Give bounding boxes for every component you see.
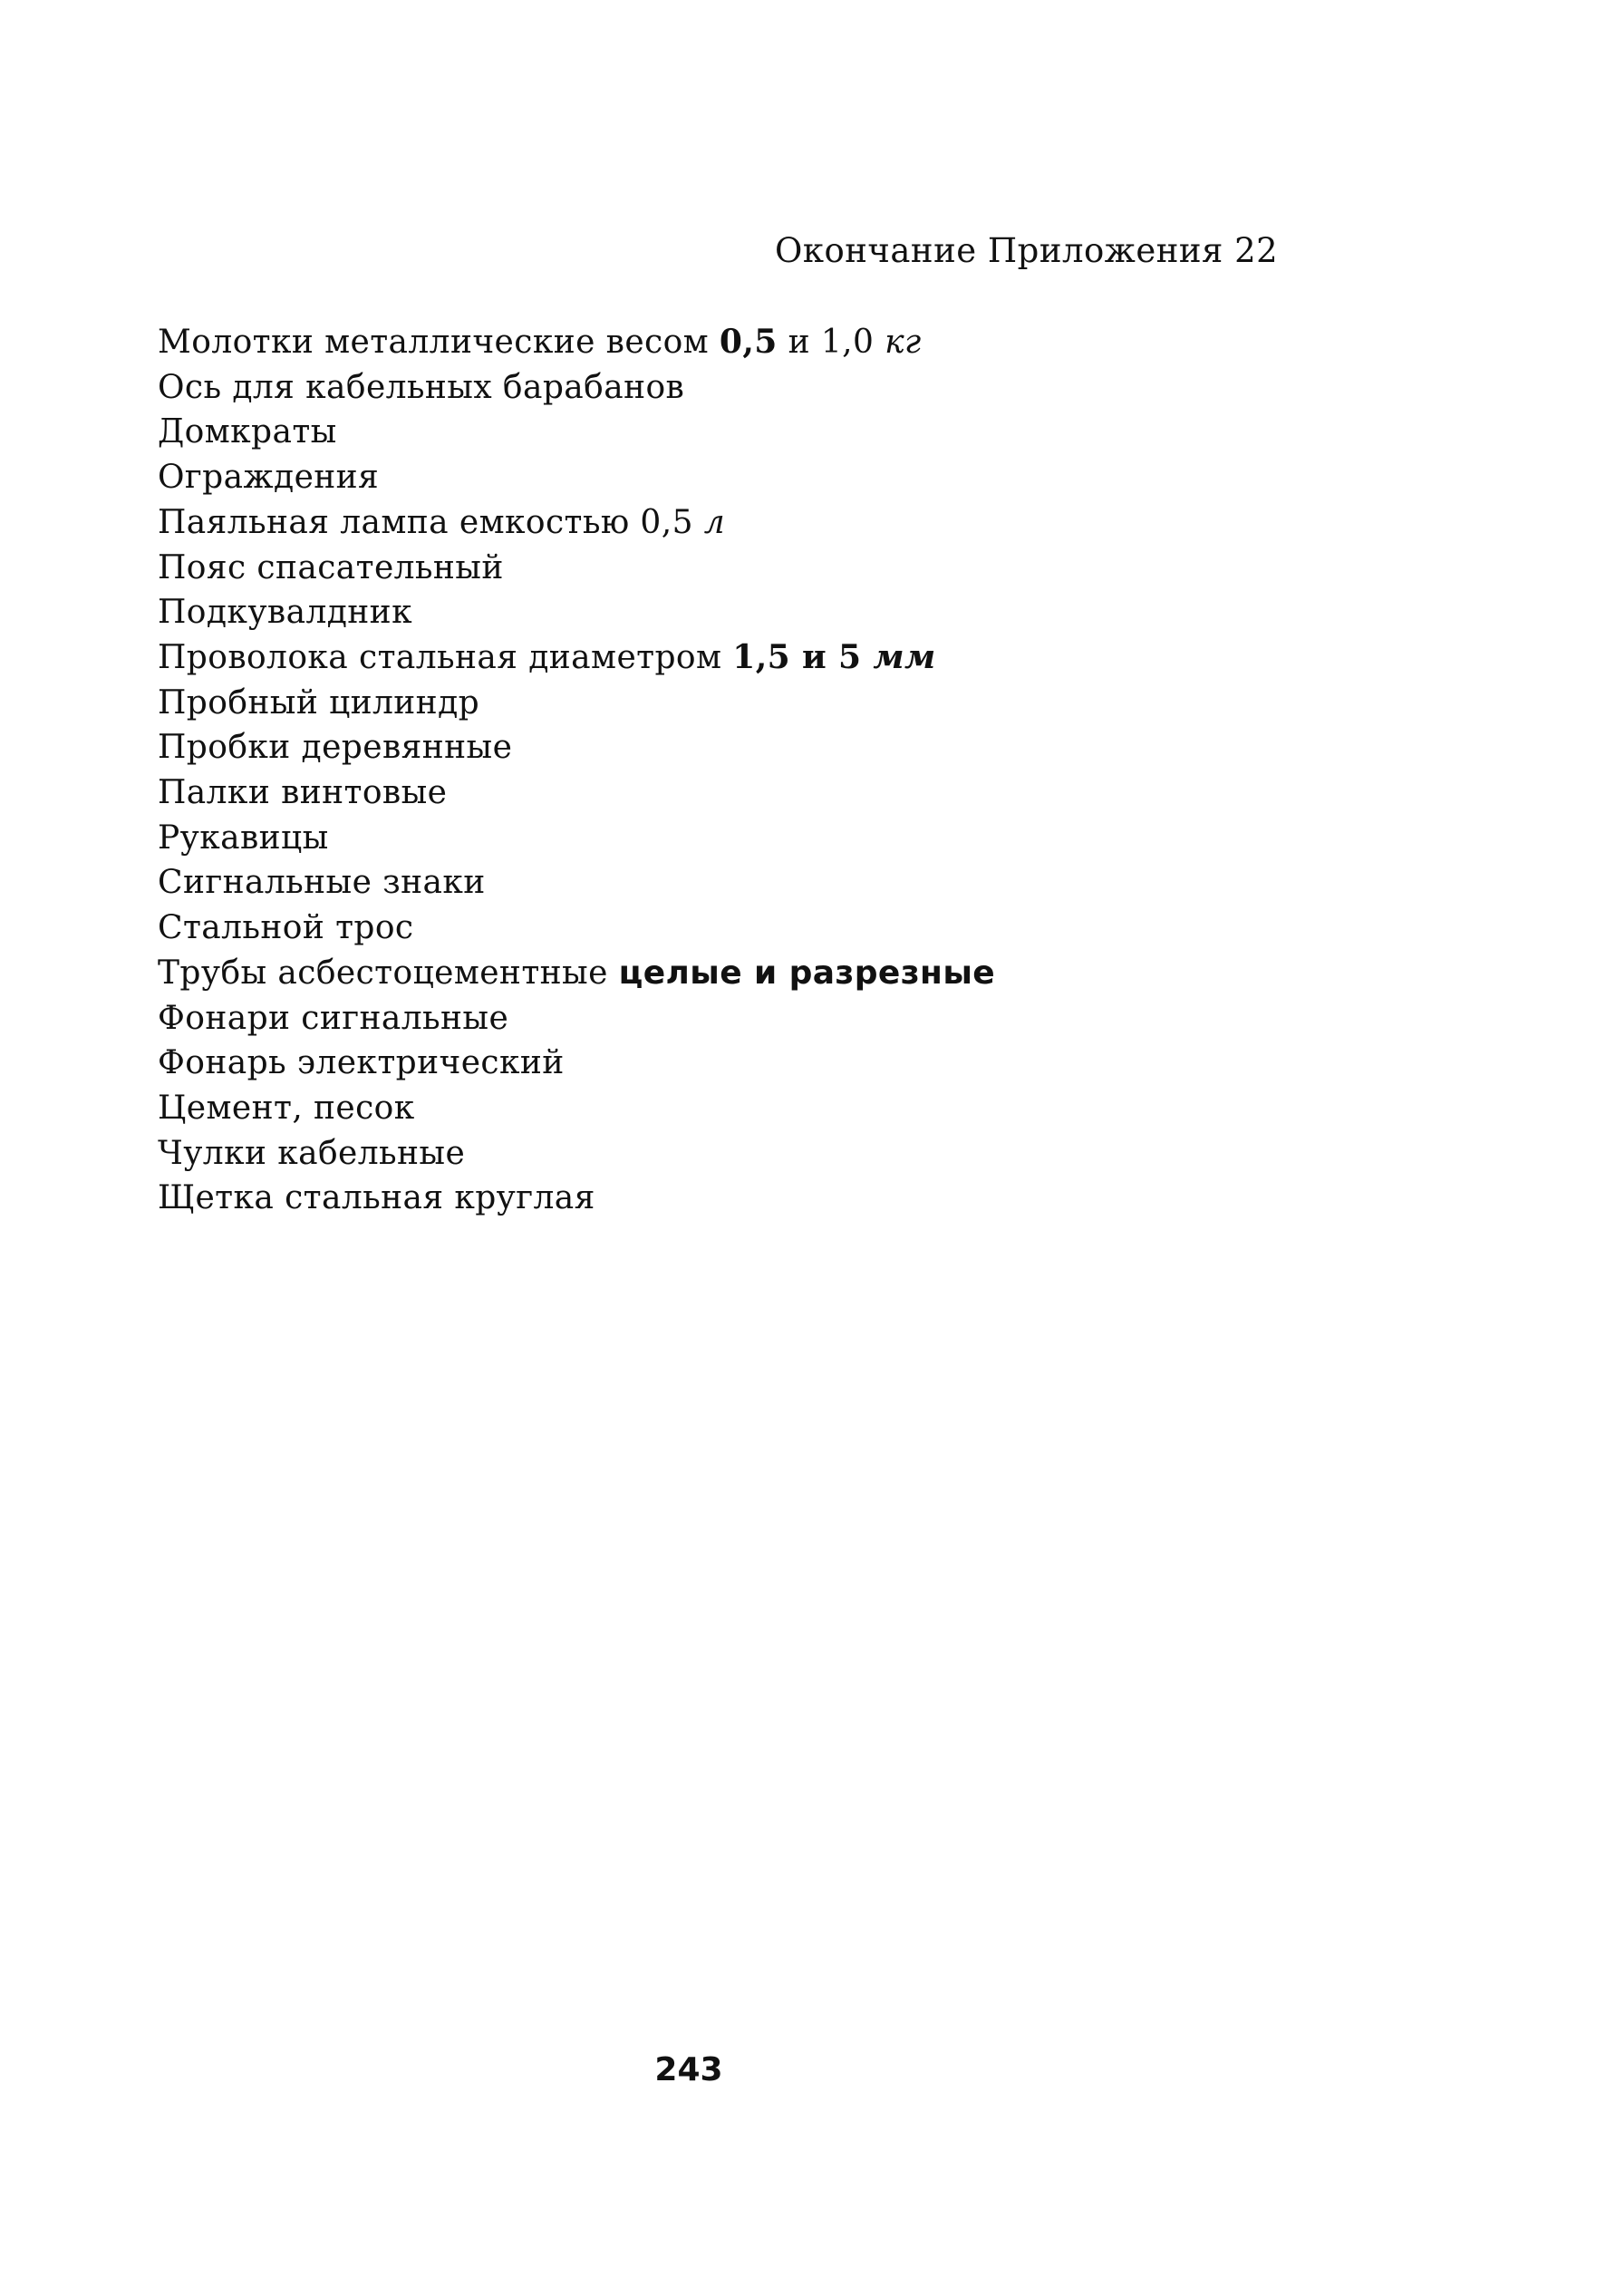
list-item: Палки винтовые: [158, 774, 448, 812]
list-item: Сигнальные знаки: [158, 864, 486, 902]
list-item: Стальной трос: [158, 909, 414, 947]
item-text: Трубы асбестоцементные: [158, 954, 619, 992]
list-item: Фонарь электрический: [158, 1044, 565, 1082]
item-emphasis: целые и разрезные: [618, 954, 996, 992]
list-item: Рукавицы: [158, 819, 329, 857]
list-item: Пояс спасательный: [158, 548, 504, 586]
item-unit: мм: [861, 637, 936, 676]
list-item: [158, 320, 995, 365]
appendix-continuation-note: Окончание Приложения 22: [775, 231, 1279, 270]
list-item: [158, 500, 995, 546]
list-item: Ось для кабельных барабанов: [158, 368, 685, 406]
list-item: Подкувалдник: [158, 594, 412, 632]
list-item: Ограждения: [158, 459, 380, 497]
item-unit: кг: [874, 324, 922, 361]
list-item: Пробки деревянные: [158, 729, 513, 767]
page-number: 243: [654, 2051, 723, 2088]
list-item: Домкраты: [158, 413, 337, 451]
list-item: Чулки кабельные: [158, 1134, 466, 1172]
item-value: 0,5: [719, 323, 778, 361]
list-item: Пробный цилиндр: [158, 683, 480, 722]
item-value: 1,5 и 5: [732, 637, 862, 676]
list-item: Цемент, песок: [158, 1089, 415, 1127]
item-joiner: и: [777, 324, 821, 361]
item-value-2: 1,0: [820, 324, 875, 361]
item-unit: л: [703, 503, 726, 541]
item-text: Проволока стальная диаметром: [158, 638, 733, 676]
list-item: [158, 951, 995, 996]
list-item: Фонари сигнальные: [158, 999, 509, 1037]
list-item: [158, 635, 995, 681]
item-text: Молотки металлические весом: [158, 324, 720, 361]
list-item: Щетка стальная круглая: [158, 1179, 595, 1217]
item-text: Паяльная лампа емкостью 0,5: [158, 503, 704, 541]
equipment-list: [158, 320, 995, 1221]
